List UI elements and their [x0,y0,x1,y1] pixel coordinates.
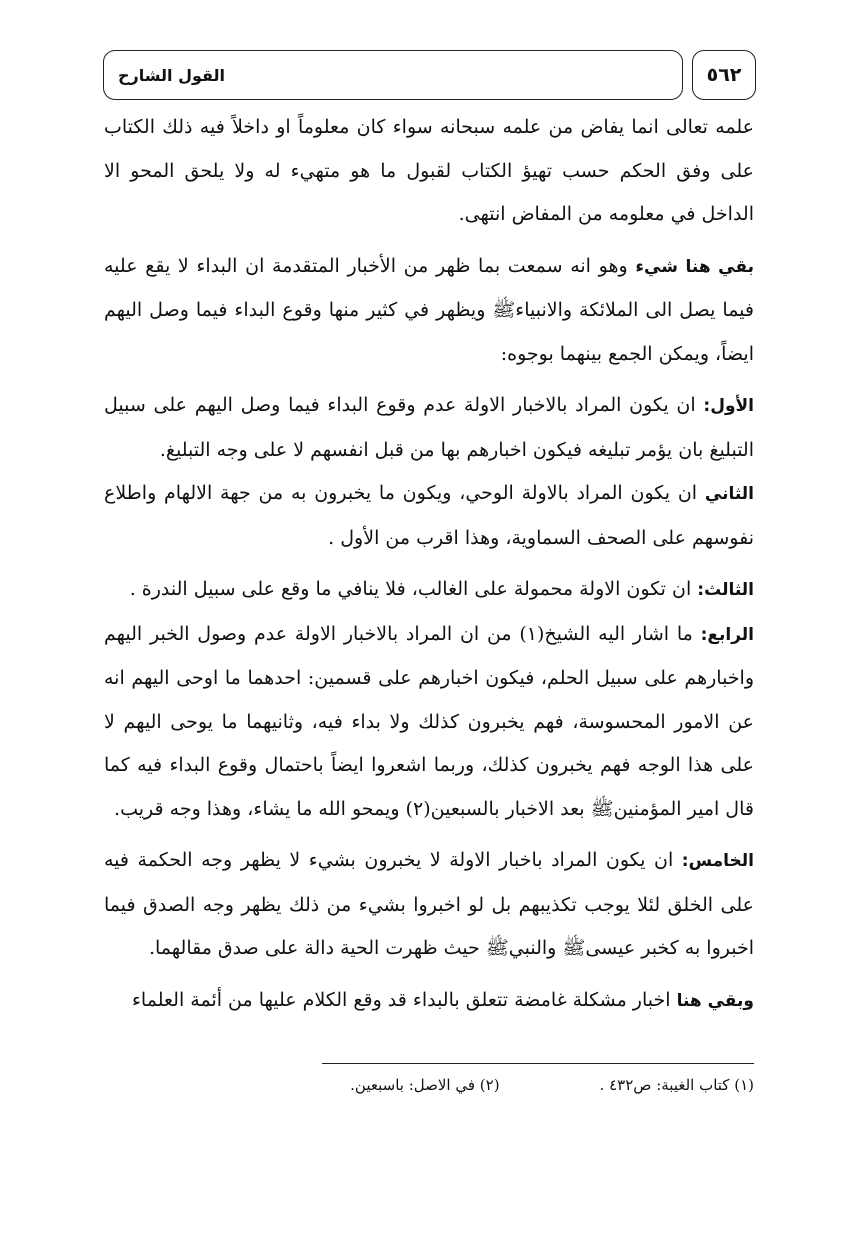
paragraph-lead: الرابع: [700,624,754,645]
page-header [103,50,756,102]
paragraph-lead: الثاني [704,484,754,504]
main-text [104,106,754,1023]
paragraph-text: ان يكون المراد باخبار الاولة لا يخبرون بشيء لا يظهر وجه الحكمة فيه على الخلق لئلا يوجب تكذيبهم بل لو اخبروا بشيء من ذلك يظهر وجه الصدق فيما اخبروا به كخبر عيسىﷺ والنبيﷺ حيث ظهرت الحية دالة على صدق مقالهما. [104,849,754,959]
paragraph [104,245,754,377]
footnote-2: (٢) في الاصل: باسبعين. [350,1076,500,1094]
paragraph [104,568,754,613]
paragraph-text: ان تكون الاولة محمولة على الغالب، فلا ينافي ما وقع على سبيل الندرة . [129,578,698,600]
paragraph [104,979,754,1024]
paragraph [104,384,754,472]
footnote-divider [322,1063,754,1064]
paragraph-lead: الخامس: [681,851,754,871]
paragraph [104,106,754,237]
paragraph [104,613,754,832]
paragraph-text: ما اشار اليه الشيخ‏‏(١) من ان المراد بالاخبار الاولة عدم وصول الخبر اليهم واخبارهم على سبيل الحلم، فيكون اخبارهم على قسمين: احدهما ما اوحى اليهم انه عن الامور المحسوسة، فهم يخبرون كذلك ولا بداء فيه، وثانيهما ما يوحى اليهم لا على هذا الوجه فهم يخبرون كذلك، وربما اشعروا ايضاً باحتمال وقوع البداء فيه كما قال امير المؤمنينﷺ بعد الاخبار بالسبعين(٢) ويمحو الله ما يشاء، وهذا وجه قريب. [104,622,754,820]
paragraph-lead: الأول: [703,396,754,416]
paragraph-lead: وبقي هنا [676,990,754,1011]
page-number-box [692,50,756,100]
paragraph-text: ان يكون المراد بالاولة الوحي، ويكون ما يخبرون به من جهة الالهام واطلاع نفوسهم على الصحف السماوية، وهذا اقرب من الأول . [104,482,754,549]
running-title-box [103,50,683,100]
paragraph [104,472,754,560]
paragraph-text: ان يكون المراد بالاخبار الاولة عدم وقوع البداء فيما وصل اليهم على سبيل التبليغ بان يؤمر تبليغه فيكون اخبارهم بها من قبل انفسهم لا على وجه التبليغ. [104,394,754,461]
paragraph-text: اخبار مشكلة غامضة تتعلق بالبداء قد وقع الكلام عليها من أئمة العلماء [132,988,677,1011]
running-title: القول الشارح [118,65,226,85]
footnote-1: (١) كتاب الغيبة: ص٤٣٢ . [599,1076,754,1094]
paragraph-lead: بقي هنا شيء [635,256,755,277]
paragraph-text: علمه تعالى انما يفاض من علمه سبحانه سواء كان معلوماً او داخلاً فيه ذلك الكتاب على وفق الحكم حسب تهيؤ الكتاب لقبول ما هو متهيء له ولا يلحق المحو الا الداخل في معلومه من المفاض انتهى. [104,116,754,225]
page-number: ٥٦٢ [706,64,742,86]
paragraph-lead: الثالث: [697,580,754,600]
paragraph-text: وهو انه سمعت بما ظهر من الأخبار المتقدمة ان البداء لا يقع عليه فيما يصل الى الملائكة والانبياءﷺ ويظهر في كثير منها وقوع البداء فيما وصل اليهم ايضاً، ويمكن الجمع بينهما بوجوه: [104,254,754,365]
paragraph [104,839,754,971]
footnotes [104,1076,754,1094]
